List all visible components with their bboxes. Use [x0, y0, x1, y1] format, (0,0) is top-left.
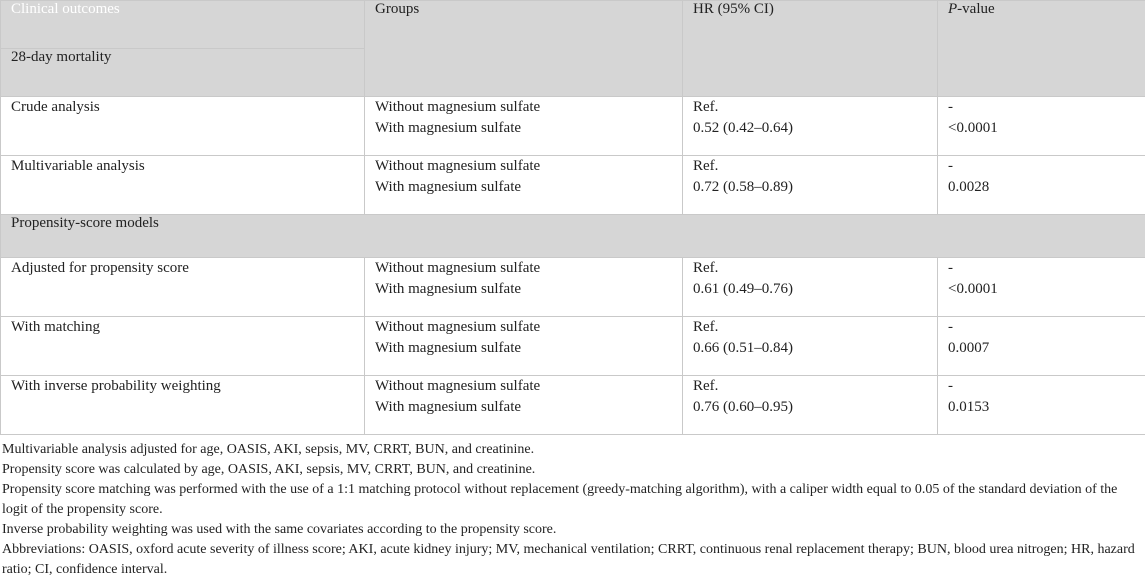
- p-value-cell: - 0.0153: [938, 376, 1145, 435]
- row-label: Crude analysis: [1, 97, 365, 156]
- hr-cell: Ref. 0.72 (0.58–0.89): [683, 156, 938, 215]
- hr-header: HR (95% CI): [683, 1, 938, 97]
- groups-cell: Without magnesium sulfate With magnesium sulfate: [365, 97, 683, 156]
- hr-cell: Ref. 0.76 (0.60–0.95): [683, 376, 938, 435]
- table-title: Clinical outcomes: [1, 1, 365, 49]
- groups-cell: Without magnesium sulfate With magnesium sulfate: [365, 156, 683, 215]
- table-footnotes: [2, 440, 1140, 580]
- section-row: [1, 215, 1145, 258]
- table-row: [1, 376, 1145, 435]
- row-label: Multivariable analysis: [1, 156, 365, 215]
- table-row: [1, 317, 1145, 376]
- row-label: Adjusted for propensity score: [1, 258, 365, 317]
- footnote: Propensity score matching was performed with the use of a 1:1 matching protocol without replacement (greedy-matching algorithm), with a caliper width equal to 0.05 of the standard deviation of the logit of the propensity score.: [2, 482, 1118, 517]
- row-label: With matching: [1, 317, 365, 376]
- groups-cell: Without magnesium sulfate With magnesium sulfate: [365, 317, 683, 376]
- p-value-header: P-value: [938, 1, 1145, 97]
- hr-cell: Ref. 0.61 (0.49–0.76): [683, 258, 938, 317]
- p-value-cell: - <0.0001: [938, 258, 1145, 317]
- p-value-cell: - 0.0007: [938, 317, 1145, 376]
- footnote: Propensity score was calculated by age, OASIS, AKI, sepsis, MV, CRRT, BUN, and creatinine.: [2, 462, 536, 477]
- outcome-header: 28-day mortality: [1, 49, 365, 97]
- groups-cell: Without magnesium sulfate With magnesium sulfate: [365, 258, 683, 317]
- footnote: Multivariable analysis adjusted for age, OASIS, AKI, sepsis, MV, CRRT, BUN, and creatinine.: [2, 442, 535, 457]
- table-row: [1, 97, 1145, 156]
- header-row-1: [1, 1, 1145, 49]
- table-row: [1, 156, 1145, 215]
- hr-cell: Ref. 0.66 (0.51–0.84): [683, 317, 938, 376]
- p-value-cell: - 0.0028: [938, 156, 1145, 215]
- footnote: Abbreviations: OASIS, oxford acute severity of illness score; AKI, acute kidney injury; MV, mechanical ventilation; CRRT, continuous renal replacement therapy; BUN, blood urea nitrogen; HR, hazard ratio; CI, confidence interval.: [2, 542, 1135, 577]
- row-label: With inverse probability weighting: [1, 376, 365, 435]
- table-row: [1, 258, 1145, 317]
- section-title: Propensity-score models: [1, 215, 1145, 258]
- footnote: Inverse probability weighting was used with the same covariates according to the propensity score.: [2, 522, 557, 537]
- groups-cell: Without magnesium sulfate With magnesium sulfate: [365, 376, 683, 435]
- hr-cell: Ref. 0.52 (0.42–0.64): [683, 97, 938, 156]
- p-value-cell: - <0.0001: [938, 97, 1145, 156]
- groups-header: Groups: [365, 1, 683, 97]
